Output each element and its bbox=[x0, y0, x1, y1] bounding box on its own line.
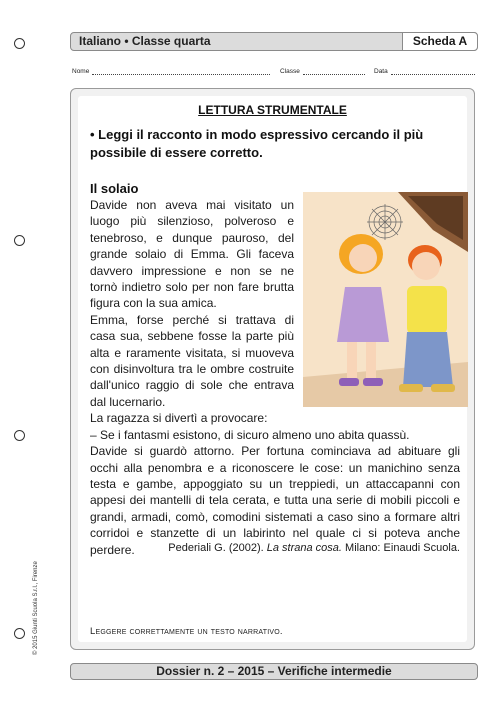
exercise-content bbox=[78, 96, 467, 642]
data-field[interactable] bbox=[374, 67, 475, 75]
classe-line[interactable] bbox=[303, 67, 365, 75]
story-paragraph-3: La ragazza si divertì a provocare: bbox=[90, 411, 268, 426]
scheda-label: Scheda A bbox=[402, 32, 478, 51]
story-paragraph-2: Emma, forse perché si trattava di casa sua, sebbene fosse la parte più alta e raramente visitata, si muoveva con disinvoltura tra le ombre costruite dall'unico raggio di sole che entrava dal lucernario. bbox=[90, 312, 294, 409]
binder-hole-1 bbox=[14, 38, 25, 49]
binder-hole-3 bbox=[14, 430, 25, 441]
header-title: Italiano • Classe quarta bbox=[79, 34, 211, 48]
spider-web-icon bbox=[367, 204, 403, 240]
girl-dress bbox=[337, 287, 389, 342]
section-title: LETTURA STRUMENTALE bbox=[198, 103, 347, 117]
citation bbox=[90, 542, 460, 554]
instruction-text: • Leggi il racconto in modo espressivo cercando il più possibile di essere corretto. bbox=[90, 127, 424, 160]
nome-label: Nome bbox=[72, 68, 90, 75]
story-title: Il solaio bbox=[90, 181, 139, 196]
boy-face bbox=[412, 252, 440, 280]
student-fields bbox=[72, 67, 476, 79]
nome-field[interactable] bbox=[72, 67, 270, 75]
boy-pants bbox=[403, 332, 453, 387]
attic-illustration bbox=[303, 192, 468, 407]
data-label: Data bbox=[374, 68, 388, 75]
exercise-card bbox=[70, 88, 475, 650]
citation-author: Pederiali G. (2002). bbox=[168, 542, 264, 554]
data-line[interactable] bbox=[391, 67, 475, 75]
story-paragraph-5: Davide si guardò attorno. Per fortuna cominciava ad abituare gli occhi alla penombra e a riconoscere le cose: un manichino senza testa e gambe, appoggiato su un treppiedi, un attaccapanni con appesi dei mantelli di tela cerata, e tutta una serie di mobili piccoli e grandi, armadi, comò, comodini sistemati a caso sino a formare altri corridoi e stanzette di un labirinto nel quale ci si poteva anche perdere. bbox=[90, 444, 460, 557]
story-paragraph-1: Davide non aveva mai visitato un luogo più silenzioso, polveroso e tenebroso, e dunque pauroso, del grande solaio di Emma. Gli faceva davvero impressione e non se ne tornò indietro solo per non fare brutta figura con la sua amica. bbox=[90, 198, 294, 311]
girl-shoe bbox=[339, 378, 359, 386]
boy-shirt bbox=[407, 286, 447, 334]
learning-objective: Leggere correttamente un testo narrativo. bbox=[90, 626, 283, 637]
classe-field[interactable] bbox=[280, 67, 365, 75]
story-paragraph-4: – Se i fantasmi esistono, di sicuro almeno uno abita quassù. bbox=[90, 427, 410, 442]
boy-shoe bbox=[399, 384, 423, 392]
nome-line[interactable] bbox=[92, 67, 270, 75]
citation-work: La strana cosa. bbox=[266, 542, 342, 554]
binder-hole-2 bbox=[14, 235, 25, 246]
girl-face bbox=[349, 244, 377, 272]
citation-publisher: Milano: Einaudi Scuola. bbox=[345, 542, 460, 554]
footer-bar: Dossier n. 2 – 2015 – Verifiche intermedie bbox=[70, 663, 478, 680]
binder-hole-4 bbox=[14, 628, 25, 639]
classe-label: Classe bbox=[280, 68, 300, 75]
copyright-notice: © 2015 Giunti Scuola S.r.l., Firenze bbox=[33, 561, 39, 655]
header-bar bbox=[70, 32, 478, 51]
